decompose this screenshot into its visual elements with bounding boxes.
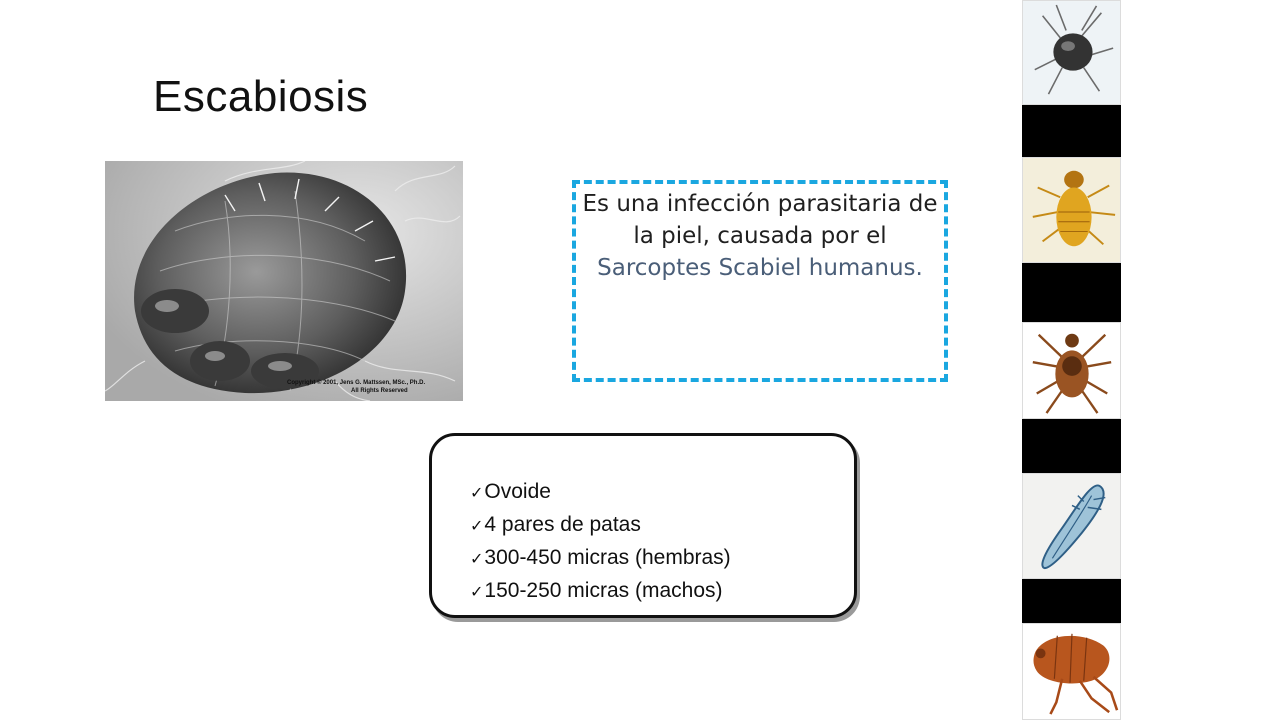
mite-icon [1023,1,1120,104]
check-icon: ✓ [470,518,484,535]
features-box [429,433,857,618]
mite-photo [105,161,463,401]
feature-item: ✓300-450 micras (hembras) [470,546,731,569]
feature-item: ✓Ovoide [470,480,551,503]
check-icon: ✓ [470,551,484,568]
definition-text: Es una infección parasitaria de la piel, causada por el [582,191,938,249]
thumbnail-flea [1022,623,1121,720]
feature-item: ✓150-250 micras (machos) [470,579,723,602]
features-list [470,476,854,608]
check-icon: ✓ [470,485,484,502]
feature-item: ✓4 pares de patas [470,513,641,536]
thumbnail-mite [1022,0,1121,105]
mite-microscope-image [105,161,463,401]
tick-icon [1023,323,1120,418]
flea-icon [1023,624,1120,719]
thumbnail-louse [1022,157,1121,263]
definition-box [572,180,948,382]
thumbnail-tick [1022,322,1121,419]
check-icon: ✓ [470,584,484,601]
slide-title: Escabiosis [153,72,369,121]
thumbnail-demodex [1022,473,1121,579]
louse-icon [1023,158,1120,262]
photo-copyright: Copyright © 2001, Jens G. Mattssen, MSc., Ph.D. All Rights Reserved [287,380,426,394]
species-name: Sarcoptes Scabiel humanus. [597,255,923,281]
demodex-icon [1023,474,1120,578]
